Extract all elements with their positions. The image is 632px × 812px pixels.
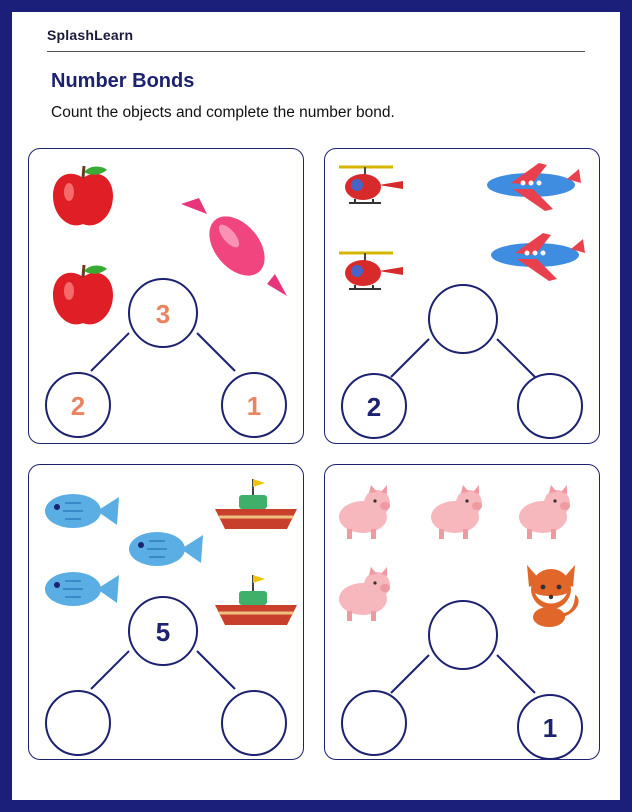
- whole-circle[interactable]: [429, 601, 497, 669]
- part-circle-left[interactable]: [342, 691, 406, 755]
- airplane-icon: [487, 163, 581, 211]
- number-bond-panel-1: [28, 148, 304, 444]
- whole-number: 3: [155, 299, 171, 329]
- header-divider: [47, 51, 585, 52]
- worksheet-page: [12, 12, 620, 800]
- number-bond-panel-2: [324, 148, 600, 444]
- number-bond-panel-4: [324, 464, 600, 760]
- helicopter-icon: [339, 253, 403, 289]
- helicopter-icon: [339, 167, 403, 203]
- part-number-right: 1: [542, 713, 558, 743]
- fish-icon: [129, 532, 203, 566]
- pig-icon: [519, 485, 570, 539]
- apple-icon: [53, 166, 113, 225]
- bond-line-left: [391, 655, 429, 693]
- fish-icon: [45, 494, 119, 528]
- part-number-left: 2: [366, 392, 382, 422]
- page-title: Number Bonds: [51, 70, 195, 92]
- part-circle-right[interactable]: [518, 374, 582, 438]
- boat-icon: [215, 575, 297, 625]
- pig-icon: [339, 567, 390, 621]
- pig-icon: [339, 485, 390, 539]
- fox-icon: [527, 565, 579, 627]
- part-circle-left[interactable]: [46, 691, 110, 755]
- instruction-text: Count the objects and complete the number bond.: [51, 104, 395, 121]
- pig-icon: [431, 485, 482, 539]
- boat-icon: [215, 479, 297, 529]
- part-number-right: 1: [246, 391, 262, 421]
- part-circle-right[interactable]: [222, 691, 286, 755]
- bond-line-right: [497, 339, 535, 377]
- whole-number: 5: [155, 617, 171, 647]
- fish-icon: [45, 572, 119, 606]
- part-number-left: 2: [70, 391, 86, 421]
- bond-line-left: [391, 339, 429, 377]
- candy-icon: [181, 198, 287, 296]
- bond-line-right: [197, 333, 235, 371]
- apple-icon: [53, 265, 113, 324]
- brand-logo: SplashLearn: [47, 27, 134, 43]
- bond-line-left: [91, 651, 129, 689]
- bond-line-left: [91, 333, 129, 371]
- airplane-icon: [491, 233, 585, 281]
- bond-line-right: [497, 655, 535, 693]
- number-bond-panel-3: [28, 464, 304, 760]
- whole-circle[interactable]: [429, 285, 497, 353]
- bond-line-right: [197, 651, 235, 689]
